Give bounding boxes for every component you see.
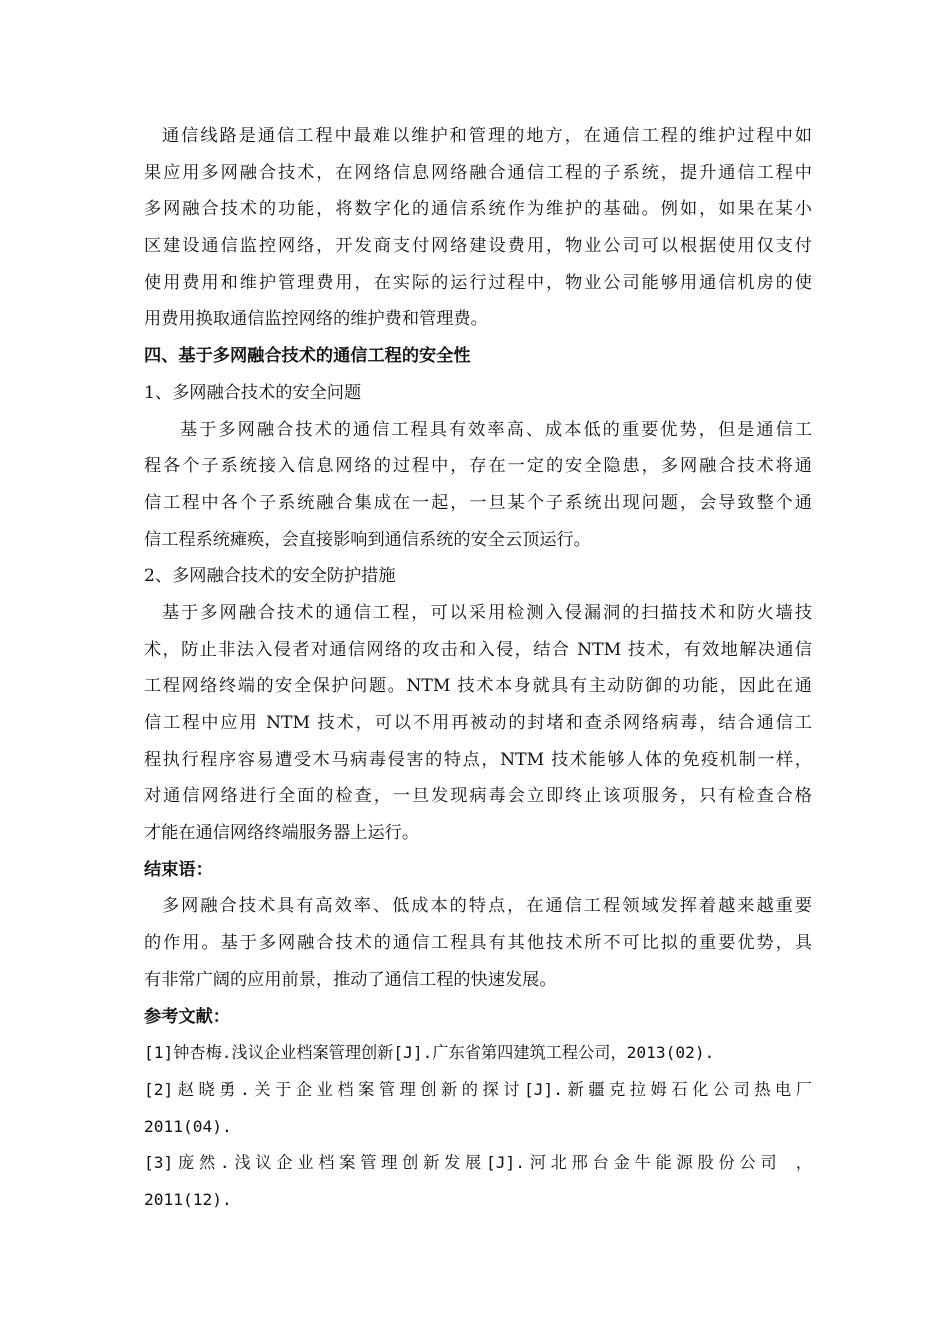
text-line: 才能在通信网络终端服务器上运行。 [144,823,420,844]
text-line: 有非常广阔的应用前景，推动了通信工程的快速发展。 [144,969,557,990]
text-line: 术，防止非法入侵者对通信网络的攻击和入侵，结合 NTM 技术，有效地解决通信 [144,639,812,660]
text-line: 工程网络终端的安全保护问题。NTM 技术本身就具有主动防御的功能，因此在通 [144,676,812,697]
paragraph-maintenance [144,118,812,338]
text-line: 多网融合技术具有高效率、低成本的特点，在通信工程领域发挥着越来越重要 [162,896,812,917]
text-line: 的作用。基于多网融合技术的通信工程具有其他技术所不可比拟的重要优势，具 [144,933,812,954]
text-line: 用费用换取通信监控网络的维护费和管理费。 [144,309,488,330]
text-line: 程各个子系统接入信息网络的过程中，存在一定的安全隐患，多网融合技术将通 [144,456,812,477]
conclusion-heading: 结束语： [144,859,213,880]
references-heading: 参考文献： [144,1006,230,1027]
reference-item: [2]赵晓勇.关于企业档案管理创新的探讨[J].新疆克拉姆石化公司热电厂 [144,1079,812,1099]
text-line: 通信线路是通信工程中最难以维护和管理的地方，在通信工程的维护过程中如 [162,126,812,146]
text-line: 区建设通信监控网络，开发商支付网络建设费用，物业公司可以根据使用仅支付 [144,236,812,257]
text-line: 程执行程序容易遭受木马病毒侵害的特点，NTM 技术能够人体的免疫机制一样， [144,749,812,770]
text-line: 基于多网融合技术的通信工程具有效率高、成本低的重要优势，但是通信工 [180,419,812,440]
section-heading: 四、基于多网融合技术的通信工程的安全性 [144,346,471,367]
document-body [144,118,812,1219]
paragraph-protection-measures [144,595,812,852]
text-line: 信工程中应用 NTM 技术，可以不用再被动的封堵和查杀网络病毒，结合通信工 [144,713,812,733]
text-line: 信工程系统瘫痪，会直接影响到通信系统的安全云顶运行。 [144,529,591,550]
paragraph-security-issues [144,412,812,559]
subsection-heading: 1、多网融合技术的安全问题 [144,382,362,403]
text-line: 基于多网融合技术的通信工程，可以采用检测入侵漏洞的扫描技术和防火墙技 [162,602,812,623]
text-line: 信工程中各个子系统融合集成在一起，一旦某个子系统出现问题，会导致整个通 [144,492,812,513]
reference-item: [1]钟杏梅.浅议企业档案管理创新[J].广东省第四建筑工程公司，2013(02). [144,1043,715,1063]
text-line: 果应用多网融合技术，在网络信息网络融合通信工程的子系统，提升通信工程中 [144,162,812,183]
text-line: 使用费用和维护管理费用，在实际的运行过程中，物业公司能够用通信机房的使 [144,272,812,293]
subsection-heading: 2、多网融合技术的安全防护措施 [144,566,396,587]
text-line: 对通信网络进行全面的检查，一旦发现病毒会立即终止该项服务，只有检查合格 [144,786,812,807]
reference-item: 2011(04). [144,1116,232,1136]
reference-item: [3]庞然.浅议企业档案管理创新发展[J].河北邢台金牛能源股份公司 ， [144,1153,812,1173]
references-list [144,1035,812,1218]
reference-item: 2011(12). [144,1189,232,1209]
text-line: 多网融合技术的功能，将数字化的通信系统作为维护的基础。例如，如果在某小 [144,199,812,220]
paragraph-conclusion [144,888,812,998]
